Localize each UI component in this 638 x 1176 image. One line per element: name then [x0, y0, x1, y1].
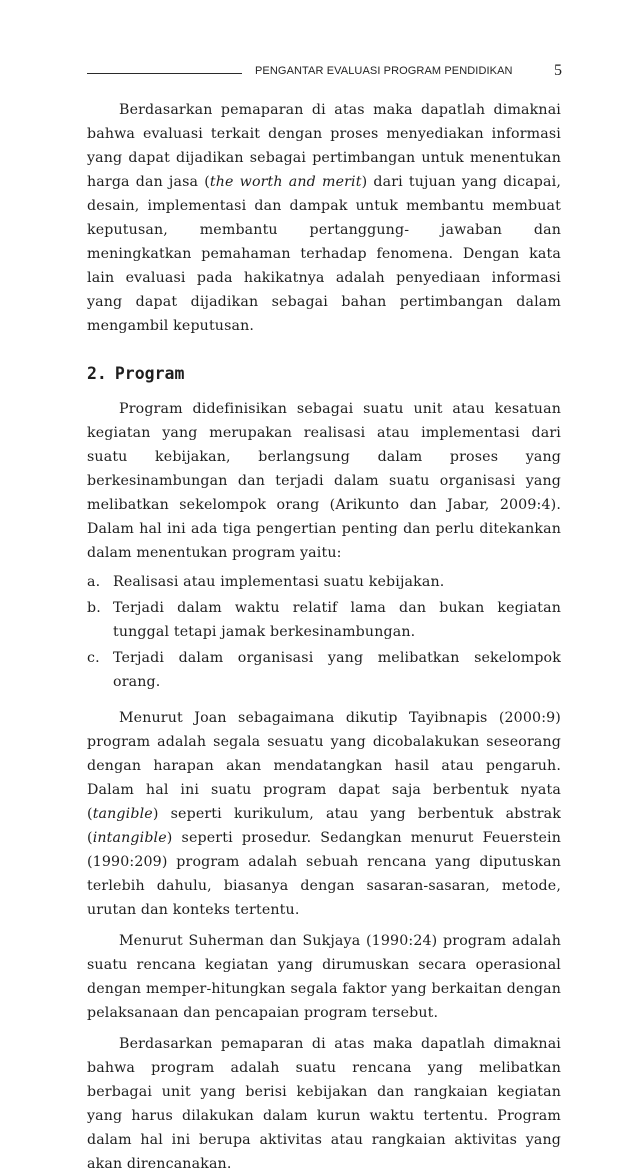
list-item — [87, 646, 561, 694]
list-item — [87, 596, 561, 644]
running-header — [87, 62, 562, 84]
header-rule — [87, 73, 242, 74]
list-marker: b. — [87, 600, 101, 616]
para2-italic-intangible: intangible — [92, 830, 167, 846]
para2-italic-tangible: tangible — [92, 806, 153, 822]
section-heading — [87, 363, 561, 385]
para2-text-2: ) seperti kurikulum, atau yang berbentuk abstrak ( — [87, 806, 561, 846]
intro-text-1: Berdasarkan pemaparan di atas maka dapatlah dimaknai bahwa evaluasi terkait dengan proses menyediakan informasi yang dapat dijadikan sebagai pertimbangan untuk menentukan harga dan jasa ( — [87, 102, 561, 190]
list-item — [87, 570, 561, 594]
program-definition-paragraph: Program didefinisikan sebagai suatu unit atau kesatuan kegiatan yang merupakan realisasi atau implementasi dari suatu kebijakan, berlangsung dalam proses yang berkesinambungan dan terjadi dalam suatu organisasi yang melibatkan sekelompok orang (Arikunto dan Jabar, 2009:4). Dalam hal ini ada tiga pengertian penting dan perlu ditekankan dalam menentukan program yaitu: — [87, 401, 561, 561]
intro-text-2: ) dari tujuan yang dicapai, desain, implementasi dan dampak untuk membantu membuat keputusan, membantu pertanggung- jawaban dan meningkatkan pemahaman terhadap fenomena. Dengan kata lain evaluasi pada hakikatnya adalah penyediaan informasi yang dapat dijadikan sebagai bahan pertimbangan dalam mengambil keputusan. — [87, 174, 561, 334]
joan-paragraph — [87, 706, 561, 922]
page-number: 5 — [554, 62, 562, 79]
intro-paragraph — [87, 98, 561, 338]
program-criteria-list — [87, 570, 561, 694]
para2-text-1: Menurut Joan sebagaimana dikutip Tayibnapis (2000:9) program adalah segala sesuatu yang dicobalakukan seseorang dengan harapan akan mendatangkan hasil atau pengaruh. Dalam hal ini suatu program dapat saja berbentuk nyata ( — [87, 710, 561, 822]
page-content — [87, 98, 561, 1176]
list-item-text: Realisasi atau implementasi suatu kebijakan. — [113, 574, 445, 590]
list-marker: c. — [87, 650, 100, 666]
section-number: 2. — [87, 364, 107, 383]
list-marker: a. — [87, 574, 101, 590]
conclusion-paragraph: Berdasarkan pemaparan di atas maka dapatlah dimaknai bahwa program adalah suatu rencana yang melibatkan berbagai unit yang berisi kebijakan dan rangkaian kegiatan yang harus dilakukan dalam kurun waktu tertentu. Program dalam hal ini berupa aktivitas atau rangkaian aktivitas yang akan direncanakan. — [87, 1036, 561, 1172]
list-item-text: Terjadi dalam waktu relatif lama dan bukan kegiatan tunggal tetapi jamak berkesinambungan. — [113, 600, 561, 640]
suherman-paragraph: Menurut Suherman dan Sukjaya (1990:24) program adalah suatu rencana kegiatan yang dirumuskan secara operasional dengan memper-hitungkan segala faktor yang berkaitan dengan pelaksanaan dan pencapaian program tersebut. — [87, 933, 561, 1021]
para2-text-3: ) seperti prosedur. Sedangkan menurut Feuerstein (1990:209) program adalah sebuah rencana yang diputuskan terlebih dahulu, biasanya dengan sasaran-sasaran, metode, urutan dan konteks tertentu. — [87, 830, 561, 918]
list-item-text: Terjadi dalam organisasi yang melibatkan sekelompok orang. — [113, 650, 561, 690]
intro-italic-term: the worth and merit — [209, 174, 362, 190]
running-title: PENGANTAR EVALUASI PROGRAM PENDIDIKAN — [255, 65, 513, 77]
section-title: Program — [114, 364, 185, 383]
